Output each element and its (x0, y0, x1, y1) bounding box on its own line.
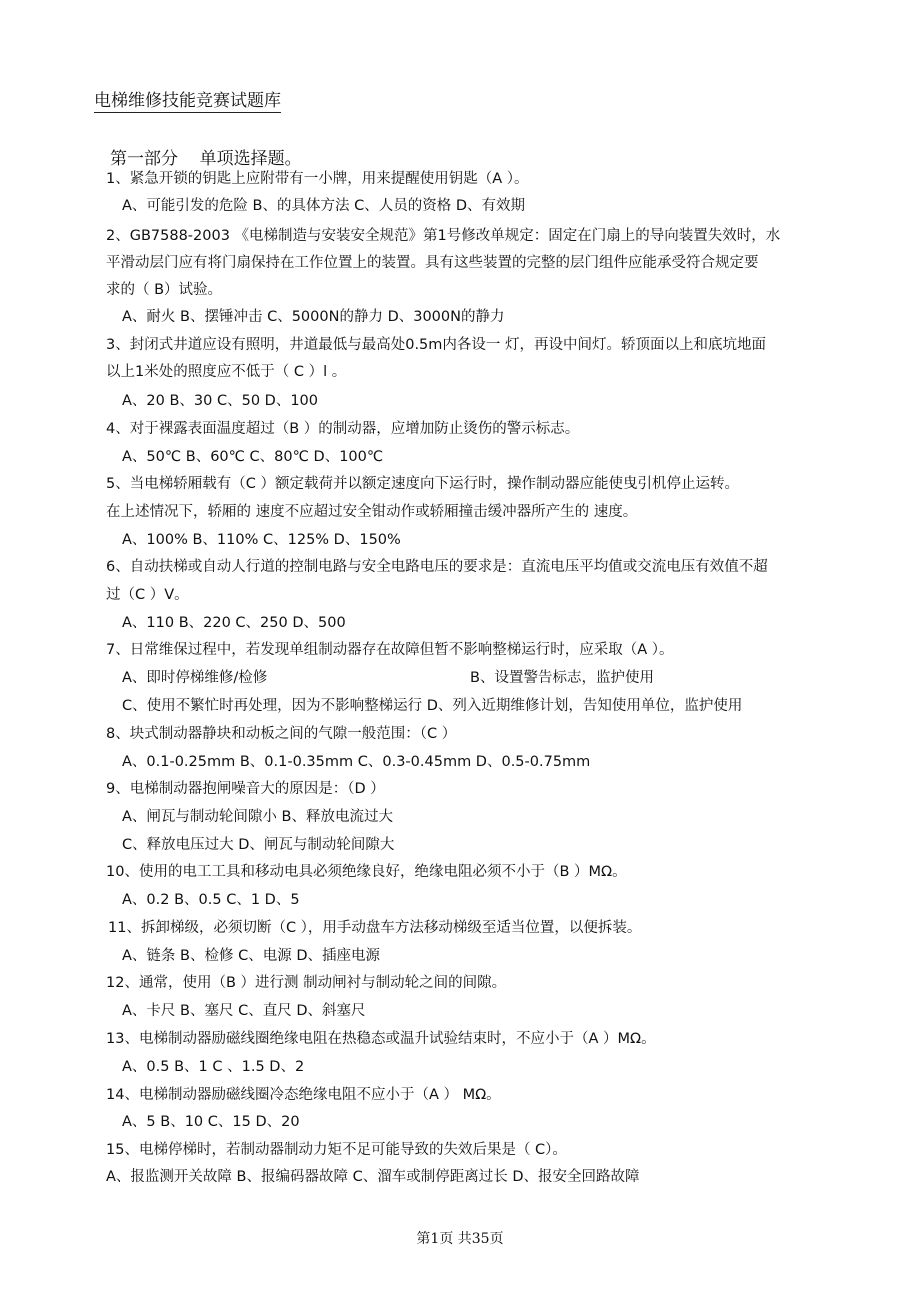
options-12: A、卡尺 B、塞尺 C、直尺 D、斜塞尺 (122, 1003, 366, 1019)
options-9-cd: C、释放电压过大 D、闸瓦与制动轮间隙大 (122, 837, 395, 853)
question-3-line-1: 3、封闭式井道应设有照明，井道最低与最高处0.5m内各设一 灯，再设中间灯。轿顶面以上和底坑地面 (106, 337, 767, 353)
options-8: A、0.1-0.25mm B、0.1-0.35mm C、0.3-0.45mm D、0.5-0.75mm (122, 754, 591, 770)
options-14: A、5 B、10 C、15 D、20 (122, 1114, 300, 1130)
question-2-line-1: 2、GB7588-2003 《电梯制造与安装安全规范》第1号修改单规定：固定在门扇上的导向装置失效时，水 (106, 228, 781, 244)
options-15: A、报监测开关故障 B、报编码器故障 C、溜车或制停距离过长 D、报安全回路故障 (106, 1169, 640, 1185)
option-7-b: B、设置警告标志，监护使用 (470, 670, 654, 686)
question-6-line-1: 6、自动扶梯或自动人行道的控制电路与安全电路电压的要求是：直流电压平均值或交流电压有效值不超 (106, 559, 768, 575)
question-14: 14、电梯制动器励磁线圈冷态绝缘电阻不应小于（A ） MΩ。 (106, 1087, 501, 1103)
options-2: A、耐火 B、摆锤冲击 C、5000N的静力 D、3000N的静力 (122, 309, 505, 325)
options-5: A、100% B、110% C、125% D、150% (122, 532, 401, 548)
options-6: A、110 B、220 C、250 D、500 (122, 615, 346, 631)
question-1: 1、紧急开锁的钥匙上应附带有一小牌，用来提醒使用钥匙（A ）。 (106, 171, 529, 187)
section-heading: 第一部分 单项选择题。 (110, 149, 302, 169)
question-15: 15、电梯停梯时，若制动器制动力矩不足可能导致的失效后果是（ C）。 (106, 1142, 567, 1158)
options-13: A、0.5 B、1 C 、1.5 D、2 (122, 1059, 305, 1075)
options-4: A、50℃ B、60℃ C、80℃ D、100℃ (122, 449, 384, 465)
question-5-line-1: 5、当电梯轿厢载有（C ）额定载荷并以额定速度向下运行时，操作制动器应能使曳引机停止运转。 (106, 476, 739, 492)
question-8: 8、块式制动器静块和动板之间的气隙一般范围：（C ） (106, 726, 457, 742)
option-7-a: A、即时停梯维修/检修 (122, 670, 268, 686)
question-7: 7、日常维保过程中，若发现单组制动器存在故障但暂不影响整梯运行时，应采取（A ）。 (106, 642, 674, 658)
question-11: 11、拆卸梯级，必须切断（C ），用手动盘车方法移动梯级至适当位置，以便拆装。 (108, 920, 642, 936)
page-footer: 第1页 共35页 (416, 1231, 504, 1247)
options-1: A、可能引发的危险 B、的具体方法 C、人员的资格 D、有效期 (122, 198, 525, 214)
question-4: 4、对于裸露表面温度超过（B ）的制动器，应增加防止烫伤的警示标志。 (106, 421, 580, 437)
options-7-cd: C、使用不繁忙时再处理，因为不影响整梯运行 D、列入近期维修计划，告知使用单位，监护使用 (122, 698, 743, 714)
question-10: 10、使用的电工工具和移动电具必须绝缘良好，绝缘电阻必须不小于（B ）MΩ。 (106, 864, 627, 880)
options-10: A、0.2 B、0.5 C、1 D、5 (122, 892, 300, 908)
question-13: 13、电梯制动器励磁线圈绝缘电阻在热稳态或温升试验结束时，不应小于（A ）MΩ。 (106, 1031, 656, 1047)
question-5-line-2: 在上述情况下，轿厢的 速度不应超过安全钳动作或轿厢撞击缓冲器所产生的 速度。 (106, 504, 638, 520)
question-3-line-2: 以上1米处的照度应不低于（ C ）l 。 (106, 364, 347, 380)
question-2-line-2: 平滑动层门应有将门扇保持在工作位置上的装置。具有这些装置的完整的层门组件应能承受符合规定要 (106, 255, 759, 271)
options-11: A、链条 B、检修 C、电源 D、插座电源 (122, 948, 380, 964)
options-3: A、20 B、30 C、50 D、100 (122, 393, 319, 409)
options-9-ab: A、闸瓦与制动轮间隙小 B、释放电流过大 (122, 809, 393, 825)
question-12: 12、通常，使用（B ）进行测 制动闸衬与制动轮之间的间隙。 (106, 975, 507, 991)
question-9: 9、电梯制动器抱闸噪音大的原因是：（D ） (106, 781, 385, 797)
question-6-line-2: 过（C ）V。 (106, 587, 189, 603)
question-2-line-3: 求的（ B）试验。 (106, 282, 223, 298)
document-title: 电梯维修技能竞赛试题库 (94, 86, 281, 113)
